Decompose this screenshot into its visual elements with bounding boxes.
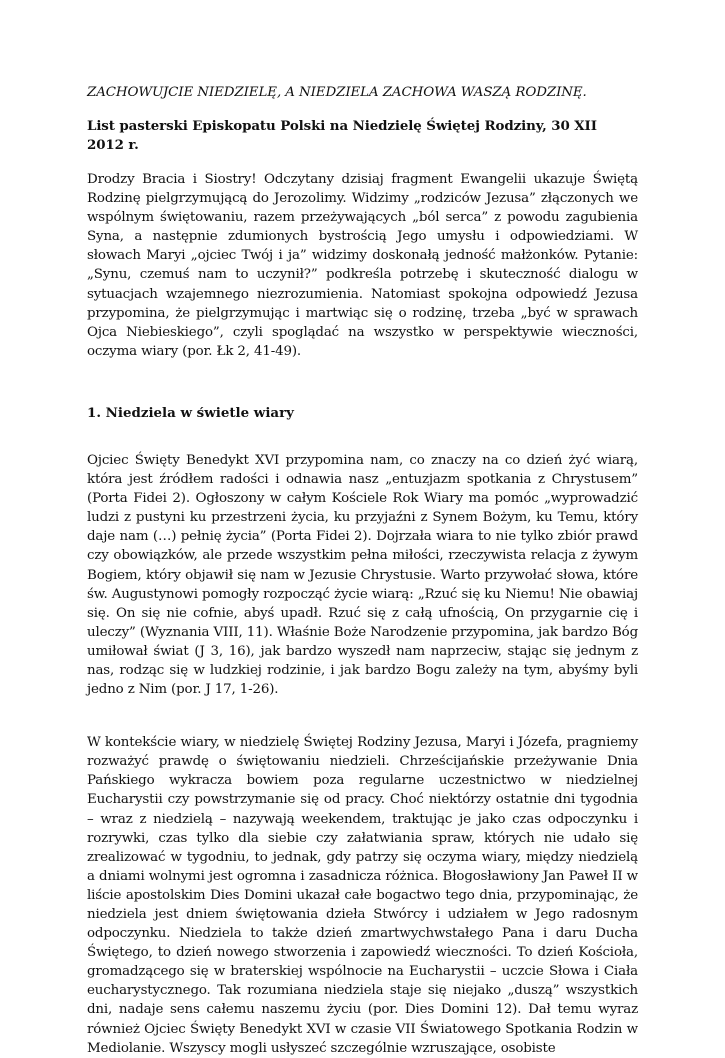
paragraph-faith: Ojciec Święty Benedykt XVI przypomina nam, co znaczy na co dzień żyć wiarą, która jest źródłem radości i odnawia nasz „entuzjazm spotkania z Chrystusem” (Porta Fidei 2). Ogłoszony w całym Kościele Rok Wiary ma pomóc „wyprowadzić ludzi z pustyni ku przestrzeni życia, ku przyjaźni z Synem Bożym, ku Temu, który daje nam (…) pełnię życia” (Porta Fidei 2). Dojrzała wiara to nie tylko zbiór prawd czy obowiązków, ale przede wszystkim pełna miłości, rzeczywista relacja z żywym Bogiem, który objawił się nam w Jezusie Chrystusie. Warto przywołać słowa, które św. Augustynowi pomogły rozpocząć życie wiarą: „Rzuć się ku Niemu! Nie obawiaj się. On się nie cofnie, abyś upadł. Rzuć się z całą ufnością, On przygarnie cię i uleczy” (Wyznania VIII, 11). Właśnie Boże Narodzenie przypomina, jak bardzo Bóg umiłował świat (J 3, 16), jak bardzo wyszedł nam naprzeciw, stając się jednym z nas, rodząc się w ludzkiej rodzinie, i jak bardzo Bogu zależy na tym, abyśmy byli jedno z Nim (por. J 17, 1-26). bbox=[87, 452, 638, 698]
intro-paragraph: Drodzy Bracia i Siostry! Odczytany dzisiaj fragment Ewangelii ukazuje Świętą Rodzinę pielgrzymującą do Jerozolimy. Widzimy „rodziców Jezusa” złączonych we wspólnym świętowaniu, razem przeżywających „ból serca” z powodu zagubienia Syna, a następnie zdumionych bystrością Jego umysłu i odpowiedziami. W słowach Maryi „ojciec Twój i ja” widzimy doskonałą jedność małżonków. Pytanie: „Synu, czemuś nam to uczynił?” podkreśla potrzebę i skuteczność dialogu w sytuacjach wzajemnego niezrozumienia. Natomiast spokojna odpowiedź Jezusa przypomina, że pielgrzymując i martwiąc się o rodzinę, trzeba „być w sprawach Ojca Niebieskiego”, czyli spoglądać na wszystko w perspektywie wieczności, oczyma wiary (por. Łk 2, 41-49). bbox=[87, 172, 638, 359]
paragraph-family: W kontekście wiary, w niedzielę Świętej Rodziny Jezusa, Maryi i Józefa, pragniemy rozważyć prawdę o świętowaniu niedzieli. Chrześcijańskie przeżywanie Dnia Pańskiego wykracza bowiem poza regularne uczestnictwo w niedzielnej Eucharystii czy powstrzymanie się od pracy. Choć niektórzy ostatnie dni tygodnia – wraz z niedzielą – nazywają weekendem, traktując je jako czas odpoczynku i rozrywki, czas tylko dla siebie czy załatwiania spraw, których nie udało się zrealizować w tygodniu, to jednak, gdy patrzy się oczyma wiary, między niedzielą a dniami wolnymi jest ogromna i zasadnicza różnica. Błogosławiony Jan Paweł II w liście apostolskim Dies Domini ukazał całe bogactwo tego dnia, przypominając, że niedziela jest dniem świętowania dzieła Stwórcy i udziałem w Jego radosnym odpoczynku. Niedziela to także dzień zmartwychwstałego Pana i daru Ducha Świętego, to dzień nowego stworzenia i zapowiedź wieczności. To dzień Kościoła, gromadzącego się w braterskiej wspólnocie na Eucharystii – uczcie Słowa i Ciała eucharystycznego. Tak rozumiana niedziela staje się niejako „duszą” wszystkich dni, nadaje sens całemu naszemu życiu (por. Dies Domini 12). Dał temu wyraz również Ojciec Święty Benedykt XVI w czasie VII Światowego Spotkania Rodzin w Mediolanie. Wszyscy mogli usłyszeć szczególnie wzruszające, osobiste bbox=[87, 735, 638, 1056]
letter-subtitle: List pasterski Episkopatu Polski na Niedzielę Świętej Rodziny, 30 XII 2012 r. bbox=[87, 118, 597, 153]
motto-line: ZACHOWUJCIE NIEDZIELĘ, A NIEDZIELA ZACHOWA WASZĄ RODZINĘ. bbox=[87, 85, 587, 100]
section-heading: 1. Niedziela w świetle wiary bbox=[87, 404, 294, 421]
